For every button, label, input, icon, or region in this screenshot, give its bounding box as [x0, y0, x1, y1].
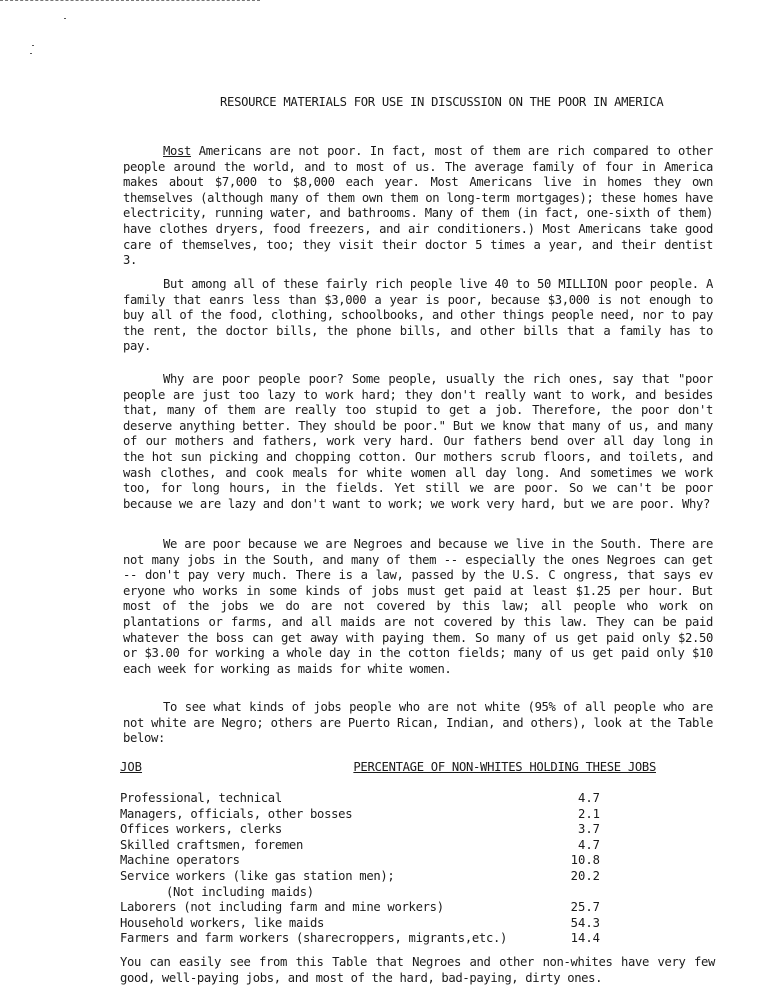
paragraph-4-text: We are poor because we are Negroes and because we live in the South. There are not many jobs in the South, and many of them -- especially the ones Negroes can get -- don't pay very much. There is a law, passed by the U.S. C ongress, that says ev eryone who works in some kinds of jobs must get paid at least $1.25 per hour. But most of the jobs we do are not covered by this law; all people who work on plantations or farms, and all maids are not covered by this law. They can be paid whatever the boss can get away with paying them. So many of us get paid only $2.50 or $3.00 for working a whole day in the cotton fields; many of us get paid only $10 each week for working as maids for white women.	[123, 537, 713, 676]
page-title: RESOURCE MATERIALS FOR USE IN DISCUSSION ON THE POOR IN AMERICA	[220, 95, 664, 109]
table-row	[120, 900, 600, 916]
table-cell-job: Professional, technical	[120, 791, 282, 805]
conclusion-paragraph: You can easily see from this Table that Negroes and other non-whites have very few good, well-paying jobs, and most of the hard, bad-paying, dirty ones.	[120, 955, 715, 985]
table-cell-job: Service workers (like gas station men);	[120, 868, 395, 883]
table-row	[120, 931, 600, 947]
scan-speck	[30, 53, 32, 54]
jobs-table	[120, 791, 600, 947]
table-cell-value: 14.4	[570, 931, 600, 946]
paragraph-4	[123, 537, 713, 677]
scan-speck	[32, 45, 34, 46]
table-cell-job: Household workers, like maids	[120, 915, 325, 930]
paragraph-5	[123, 700, 713, 747]
paragraph-1-text: Americans are not poor. In fact, most of them are rich compared to other people around the world, and to most of us. The average family of four in America makes about $7,000 to $8,000 each year. Most Americans live in homes they own themselves (although many of them own them on long-term mortgages); these homes have electricity, running water, and bathrooms. Many of them (in fact, one-sixth of them) have clothes dryers, food freezers, and air conditioners.) Most Americans take good care of themselves, too; they visit their doctor 5 times a year, and their dentist 3.	[123, 144, 713, 268]
table-row	[120, 885, 600, 901]
table-cell-job-note: (Not including maids)	[166, 884, 314, 899]
table-row	[120, 807, 600, 823]
paragraph-2	[123, 277, 713, 355]
table-row	[120, 791, 600, 807]
table-cell-value: 10.8	[570, 853, 600, 868]
table-col-percentage: PERCENTAGE OF NON-WHITES HOLDING THESE JOBS	[353, 760, 656, 774]
page-edge-dashes	[0, 0, 260, 1]
paragraph-1	[123, 144, 713, 269]
paragraph-2-text: But among all of these fairly rich people live 40 to 50 MILLION poor people. A family that eanrs less than $3,000 a year is poor, because $3,000 is not enough to buy all of the food, clothing, schoolbooks, and other things people need, nor to pay the rent, the doctor bills, the phone bills, and other bills that a family has to pay.	[123, 277, 713, 354]
table-col-job: JOB	[120, 760, 143, 774]
table-cell-value: 54.3	[570, 915, 600, 930]
table-cell-value: 4.7	[577, 837, 600, 852]
table-cell-job: Laborers (not including farm and mine workers)	[120, 900, 444, 915]
table-row	[120, 822, 600, 838]
paragraph-1-lead-word: Most	[163, 144, 191, 158]
table-row	[120, 916, 600, 932]
paragraph-3-text: Why are poor people poor? Some people, usually the rich ones, say that "poor people are just too lazy to work hard; they don't really want to work, and besides that, many of them are really too stupid to get a job. Therefore, the poor don't deserve anything better. They should be poor." But we know that many of us, and many of our mothers and fathers, work very hard. Our fathers bend over all day long in the hot sun picking and chopping cotton. Our mothers scrub floors, and toilets, and wash clothes, and cook meals for white women all day long. And sometimes we work too, for long hours, in the fields. Yet still we are poor. So we can't be poor because we are lazy and don't want to work; we work very hard, but we are poor. Why?	[123, 372, 713, 511]
paragraph-5-text: To see what kinds of jobs people who are not white (95% of all people who are not white are Negro; others are Puerto Rican, Indian, and others), look at the Table below:	[123, 700, 713, 746]
table-cell-job: Machine operators	[120, 853, 240, 868]
table-row	[120, 853, 600, 869]
paragraph-3	[123, 372, 713, 512]
table-cell-value: 2.1	[577, 806, 600, 821]
table-row	[120, 869, 600, 885]
table-cell-value: 4.7	[577, 791, 600, 805]
table-header	[120, 760, 660, 776]
table-cell-value: 25.7	[570, 900, 600, 915]
table-cell-job: Skilled craftsmen, foremen	[120, 837, 303, 852]
table-cell-job: Offices workers, clerks	[120, 822, 282, 837]
table-row	[120, 838, 600, 854]
table-cell-value: 3.7	[577, 822, 600, 837]
table-cell-job: Managers, officials, other bosses	[120, 806, 353, 821]
scan-speck	[64, 18, 66, 19]
table-cell-job: Farmers and farm workers (sharecroppers, migrants,etc.)	[120, 931, 508, 946]
table-cell-value: 20.2	[570, 868, 600, 883]
